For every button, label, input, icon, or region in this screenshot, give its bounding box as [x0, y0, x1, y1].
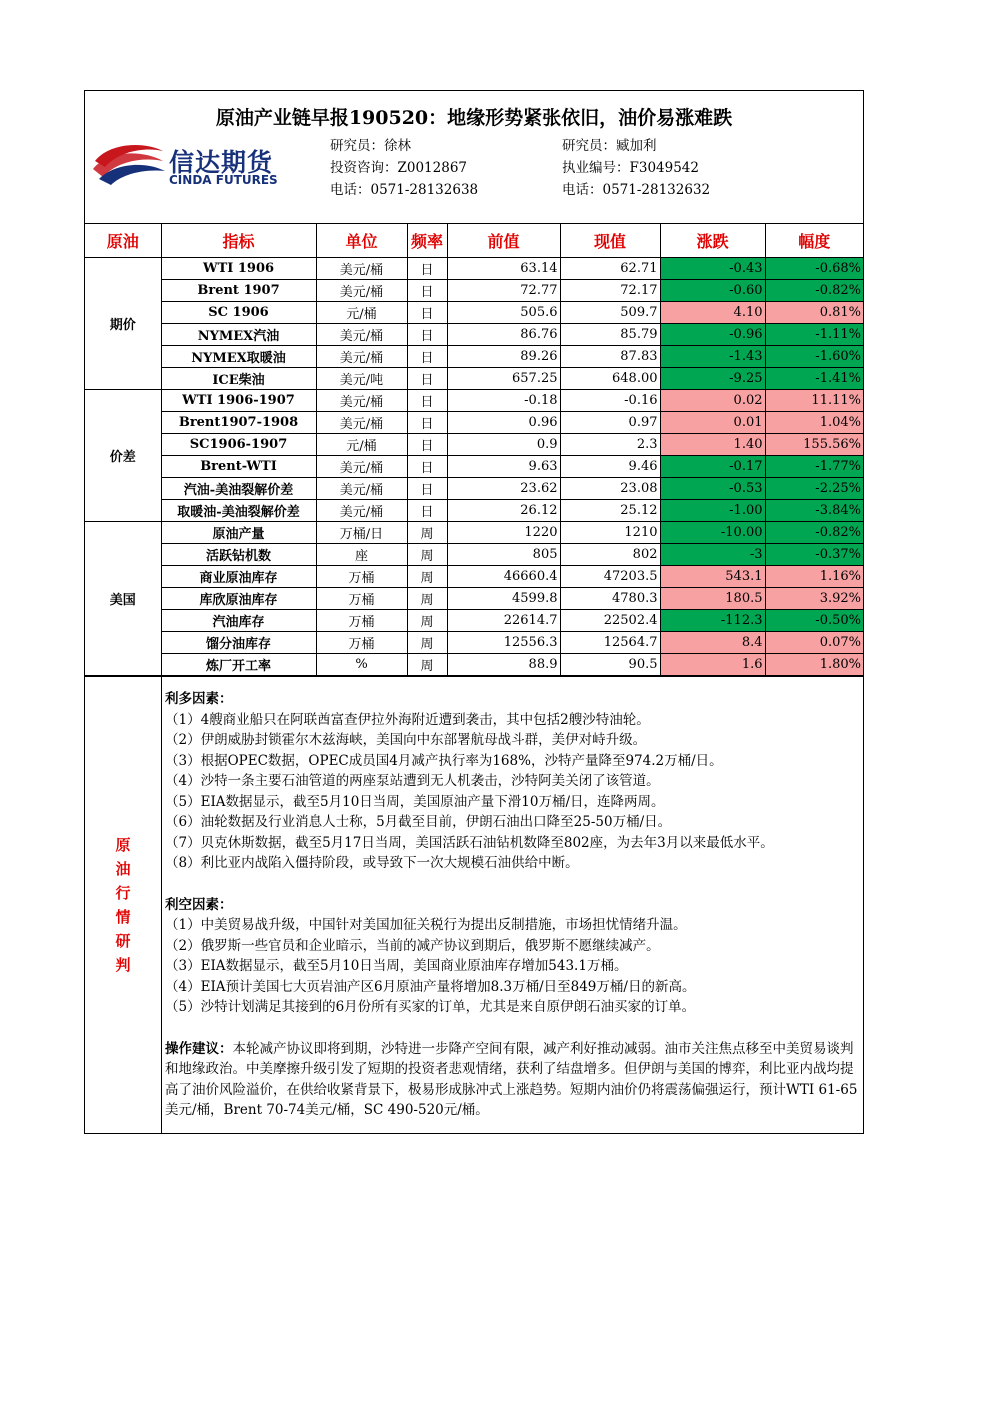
change-cell: 0.02 [660, 390, 765, 412]
advice-paragraph [165, 1039, 861, 1121]
table-header-row [85, 224, 863, 258]
change-pct-cell: 0.07% [765, 632, 863, 654]
bull-factor-item: （2）伊朗威胁封锁霍尔木兹海峡，美国向中东部署航母战斗群，美伊对峙升级。 [165, 732, 647, 748]
current-value-cell: 4780.3 [560, 588, 660, 610]
current-value-cell: 25.12 [560, 500, 660, 522]
change-cell: -9.25 [660, 368, 765, 390]
current-value-cell: 87.83 [560, 346, 660, 368]
unit-cell: 美元/桶 [316, 280, 407, 302]
researcher-name: 研究员：臧加利 [562, 138, 657, 154]
indicator-cell: Brent 1907 [161, 280, 316, 302]
bear-factor-item: （4）EIA预计美国七大页岩油产区6月原油产量将增加8.3万桶/日至849万桶/日的新高。 [165, 978, 696, 995]
previous-value-cell: 22614.7 [447, 610, 560, 632]
indicator-cell: 取暖油-美油裂解价差 [161, 500, 316, 522]
table-row [85, 456, 863, 478]
table-row [85, 368, 863, 390]
unit-cell: 美元/吨 [316, 368, 407, 390]
current-value-cell: 22502.4 [560, 610, 660, 632]
analysis-side-label: 原油行情研判 [115, 835, 131, 974]
unit-cell: 美元/桶 [316, 258, 407, 280]
change-pct-cell: -1.41% [765, 368, 863, 390]
previous-value-cell: 86.76 [447, 324, 560, 346]
previous-value-cell: 72.77 [447, 280, 560, 302]
column-header: 现值 [560, 224, 660, 258]
unit-cell: 万桶 [316, 588, 407, 610]
table-row [85, 302, 863, 324]
frequency-cell: 日 [407, 368, 447, 390]
table-row [85, 258, 863, 280]
indicator-cell: 汽油库存 [161, 610, 316, 632]
analysis-section [85, 676, 863, 1133]
previous-value-cell: 805 [447, 544, 560, 566]
unit-cell: 美元/桶 [316, 324, 407, 346]
change-pct-cell: 1.16% [765, 566, 863, 588]
bull-factor-item: （6）油轮数据及行业消息人士称，5月截至目前，伊朗石油出口降至25-50万桶/日。 [165, 814, 672, 830]
indicator-cell: NYMEX汽油 [161, 324, 316, 346]
indicator-cell: SC1906-1907 [161, 434, 316, 456]
frequency-cell: 周 [407, 654, 447, 676]
change-pct-cell: 1.04% [765, 412, 863, 434]
bull-factors-list [165, 710, 861, 874]
table-row [85, 390, 863, 412]
table-row [85, 478, 863, 500]
table-row [85, 280, 863, 302]
change-cell: -112.3 [660, 610, 765, 632]
frequency-cell: 周 [407, 522, 447, 544]
frequency-cell: 周 [407, 610, 447, 632]
unit-cell: 美元/桶 [316, 478, 407, 500]
researcher-info-1 [330, 135, 478, 201]
indicator-cell: WTI 1906-1907 [161, 390, 316, 412]
group-label: 美国 [85, 522, 161, 676]
previous-value-cell: 46660.4 [447, 566, 560, 588]
frequency-cell: 日 [407, 324, 447, 346]
change-cell: -1.43 [660, 346, 765, 368]
change-pct-cell: 155.56% [765, 434, 863, 456]
frequency-cell: 日 [407, 434, 447, 456]
change-cell: -3 [660, 544, 765, 566]
bear-factor-item: （5）沙特计划满足其接到的6月份所有买家的订单，尤其是来自原伊朗石油买家的订单。 [165, 999, 696, 1015]
advice-title: 操作建议： [165, 1040, 233, 1057]
group-label: 期价 [85, 258, 161, 390]
indicator-cell: 库欣原油库存 [161, 588, 316, 610]
frequency-cell: 日 [407, 346, 447, 368]
unit-cell: 美元/桶 [316, 500, 407, 522]
previous-value-cell: 26.12 [447, 500, 560, 522]
indicator-cell: 炼厂开工率 [161, 654, 316, 676]
frequency-cell: 日 [407, 258, 447, 280]
table-row [85, 346, 863, 368]
change-cell: 8.4 [660, 632, 765, 654]
table-row [85, 632, 863, 654]
current-value-cell: 648.00 [560, 368, 660, 390]
column-header: 幅度 [765, 224, 863, 258]
previous-value-cell: 23.62 [447, 478, 560, 500]
change-pct-cell: -1.60% [765, 346, 863, 368]
indicator-cell: Brent-WTI [161, 456, 316, 478]
change-pct-cell: -3.84% [765, 500, 863, 522]
column-header: 指标 [161, 224, 316, 258]
current-value-cell: 9.46 [560, 456, 660, 478]
change-pct-cell: 0.81% [765, 302, 863, 324]
previous-value-cell: 12556.3 [447, 632, 560, 654]
frequency-cell: 日 [407, 478, 447, 500]
unit-cell: 美元/桶 [316, 456, 407, 478]
bear-factor-item: （1）中美贸易战升级，中国针对美国加征关税行为提出反制措施，市场担忧情绪升温。 [165, 917, 687, 933]
previous-value-cell: 657.25 [447, 368, 560, 390]
change-cell: 0.01 [660, 412, 765, 434]
current-value-cell: 90.5 [560, 654, 660, 676]
indicator-cell: 活跃钻机数 [161, 544, 316, 566]
table-row [85, 566, 863, 588]
change-cell: -0.43 [660, 258, 765, 280]
previous-value-cell: 505.6 [447, 302, 560, 324]
column-header: 单位 [316, 224, 407, 258]
table-row [85, 434, 863, 456]
unit-cell: 万桶 [316, 632, 407, 654]
change-pct-cell: 1.80% [765, 654, 863, 676]
report-sheet [84, 90, 864, 1134]
researcher-name: 研究员：徐林 [330, 138, 411, 154]
current-value-cell: -0.16 [560, 390, 660, 412]
change-cell: 543.1 [660, 566, 765, 588]
frequency-cell: 日 [407, 456, 447, 478]
bull-factor-item: （3）根据OPEC数据，OPEC成员国4月减产执行率为168%，沙特产量降至974.2万桶/日。 [165, 752, 723, 769]
table-row [85, 544, 863, 566]
frequency-cell: 周 [407, 544, 447, 566]
current-value-cell: 1210 [560, 522, 660, 544]
current-value-cell: 802 [560, 544, 660, 566]
bull-factors-title: 利多因素： [165, 691, 233, 707]
current-value-cell: 2.3 [560, 434, 660, 456]
change-pct-cell: -0.37% [765, 544, 863, 566]
previous-value-cell: 0.96 [447, 412, 560, 434]
change-pct-cell: 11.11% [765, 390, 863, 412]
bull-factor-item: （1）4艘商业船只在阿联酋富查伊拉外海附近遭到袭击，其中包括2艘沙特油轮。 [165, 711, 650, 728]
change-cell: -0.60 [660, 280, 765, 302]
table-row [85, 324, 863, 346]
table-row [85, 588, 863, 610]
column-header: 前值 [447, 224, 560, 258]
group-label: 价差 [85, 390, 161, 522]
unit-cell: 万桶 [316, 610, 407, 632]
indicator-cell: 汽油-美油裂解价差 [161, 478, 316, 500]
phone-number: 电话：0571-28132632 [562, 182, 711, 198]
bear-factors-list [165, 915, 861, 1018]
report-header [85, 91, 863, 224]
change-pct-cell: -2.25% [765, 478, 863, 500]
indicator-cell: 馏分油库存 [161, 632, 316, 654]
previous-value-cell: 88.9 [447, 654, 560, 676]
unit-cell: 美元/桶 [316, 346, 407, 368]
bull-factor-item: （5）EIA数据显示，截至5月10日当周，美国原油产量下滑10万桶/日，连降两周。 [165, 793, 665, 810]
advice-text: 本轮减产协议即将到期，沙特进一步降产空间有限，减产利好推动减弱。油市关注焦点移至中美贸易谈判和地缘政治。中美摩擦升级引发了短期的投资者悲观情绪，获利了结盘增多。但伊朗与美国的博弈，利比亚内战均提高了油价风险溢价，在供给收紧背景下，极易形成脉冲式上涨趋势。短期内油价仍将震荡偏强运行，预计WTI 61-65美元/桶，Brent 70-74美元/桶，SC 490-520元/桶。 [165, 1040, 858, 1118]
unit-cell: 万桶 [316, 566, 407, 588]
change-pct-cell: 3.92% [765, 588, 863, 610]
current-value-cell: 509.7 [560, 302, 660, 324]
change-pct-cell: -0.68% [765, 258, 863, 280]
change-cell: 1.6 [660, 654, 765, 676]
change-cell: -1.00 [660, 500, 765, 522]
previous-value-cell: -0.18 [447, 390, 560, 412]
frequency-cell: 日 [407, 500, 447, 522]
indicator-cell: SC 1906 [161, 302, 316, 324]
unit-cell: % [316, 654, 407, 676]
phone-number: 电话：0571-28132638 [330, 182, 479, 198]
change-cell: -0.53 [660, 478, 765, 500]
unit-cell: 元/桶 [316, 434, 407, 456]
current-value-cell: 72.17 [560, 280, 660, 302]
unit-cell: 美元/桶 [316, 412, 407, 434]
previous-value-cell: 0.9 [447, 434, 560, 456]
current-value-cell: 12564.7 [560, 632, 660, 654]
indicator-cell: 原油产量 [161, 522, 316, 544]
change-pct-cell: -0.82% [765, 522, 863, 544]
change-cell: 1.40 [660, 434, 765, 456]
current-value-cell: 47203.5 [560, 566, 660, 588]
change-pct-cell: -1.77% [765, 456, 863, 478]
table-row [85, 654, 863, 676]
current-value-cell: 62.71 [560, 258, 660, 280]
unit-cell: 元/桶 [316, 302, 407, 324]
current-value-cell: 0.97 [560, 412, 660, 434]
change-pct-cell: -0.50% [765, 610, 863, 632]
previous-value-cell: 4599.8 [447, 588, 560, 610]
researcher-info-2 [562, 135, 710, 201]
brand-name-en: CINDA FUTURES [169, 173, 278, 187]
indicator-cell: ICE柴油 [161, 368, 316, 390]
previous-value-cell: 63.14 [447, 258, 560, 280]
analysis-side-cell [85, 677, 162, 1133]
unit-cell: 万桶/日 [316, 522, 407, 544]
indicator-cell: 商业原油库存 [161, 566, 316, 588]
change-cell: -0.96 [660, 324, 765, 346]
change-cell: -0.17 [660, 456, 765, 478]
bear-factor-item: （2）俄罗斯一些官员和企业暗示，当前的减产协议到期后，俄罗斯不愿继续减产。 [165, 937, 660, 954]
bull-factor-item: （7）贝克休斯数据，截至5月17日当周，美国活跃石油钻机数降至802座，为去年3月以来最低水平。 [165, 834, 774, 851]
previous-value-cell: 9.63 [447, 456, 560, 478]
table-row [85, 500, 863, 522]
current-value-cell: 23.08 [560, 478, 660, 500]
change-cell: 4.10 [660, 302, 765, 324]
frequency-cell: 周 [407, 566, 447, 588]
bull-factor-item: （8）利比亚内战陷入僵持阶段，或导致下一次大规模石油供给中断。 [165, 855, 579, 871]
bear-factor-item: （3）EIA数据显示，截至5月10日当周，美国商业原油库存增加543.1万桶。 [165, 958, 628, 974]
table-row [85, 412, 863, 434]
frequency-cell: 日 [407, 280, 447, 302]
indicator-cell: WTI 1906 [161, 258, 316, 280]
unit-cell: 座 [316, 544, 407, 566]
frequency-cell: 周 [407, 588, 447, 610]
report-title: 原油产业链早报190520：地缘形势紧张依旧，油价易涨难跌 [215, 107, 733, 129]
column-header: 原油 [85, 224, 161, 258]
unit-cell: 美元/桶 [316, 390, 407, 412]
analysis-content [162, 677, 863, 1133]
indicator-cell: Brent1907-1908 [161, 412, 316, 434]
frequency-cell: 日 [407, 390, 447, 412]
previous-value-cell: 1220 [447, 522, 560, 544]
consult-number: 投资咨询：Z0012867 [330, 160, 468, 176]
frequency-cell: 日 [407, 412, 447, 434]
indicator-cell: NYMEX取暖油 [161, 346, 316, 368]
change-cell: -10.00 [660, 522, 765, 544]
frequency-cell: 日 [407, 302, 447, 324]
change-pct-cell: -1.11% [765, 324, 863, 346]
current-value-cell: 85.79 [560, 324, 660, 346]
table-row [85, 522, 863, 544]
table-row [85, 610, 863, 632]
market-data-table [85, 224, 863, 676]
change-pct-cell: -0.82% [765, 280, 863, 302]
bull-factor-item: （4）沙特一条主要石油管道的两座泵站遭到无人机袭击，沙特阿美关闭了该管道。 [165, 773, 660, 789]
bear-factors-title: 利空因素： [165, 896, 233, 913]
brand-name-cn: 信达期货 [169, 148, 274, 177]
previous-value-cell: 89.26 [447, 346, 560, 368]
column-header: 涨跌 [660, 224, 765, 258]
column-header: 频率 [407, 224, 447, 258]
change-cell: 180.5 [660, 588, 765, 610]
frequency-cell: 周 [407, 632, 447, 654]
license-number: 执业编号：F3049542 [562, 160, 699, 176]
